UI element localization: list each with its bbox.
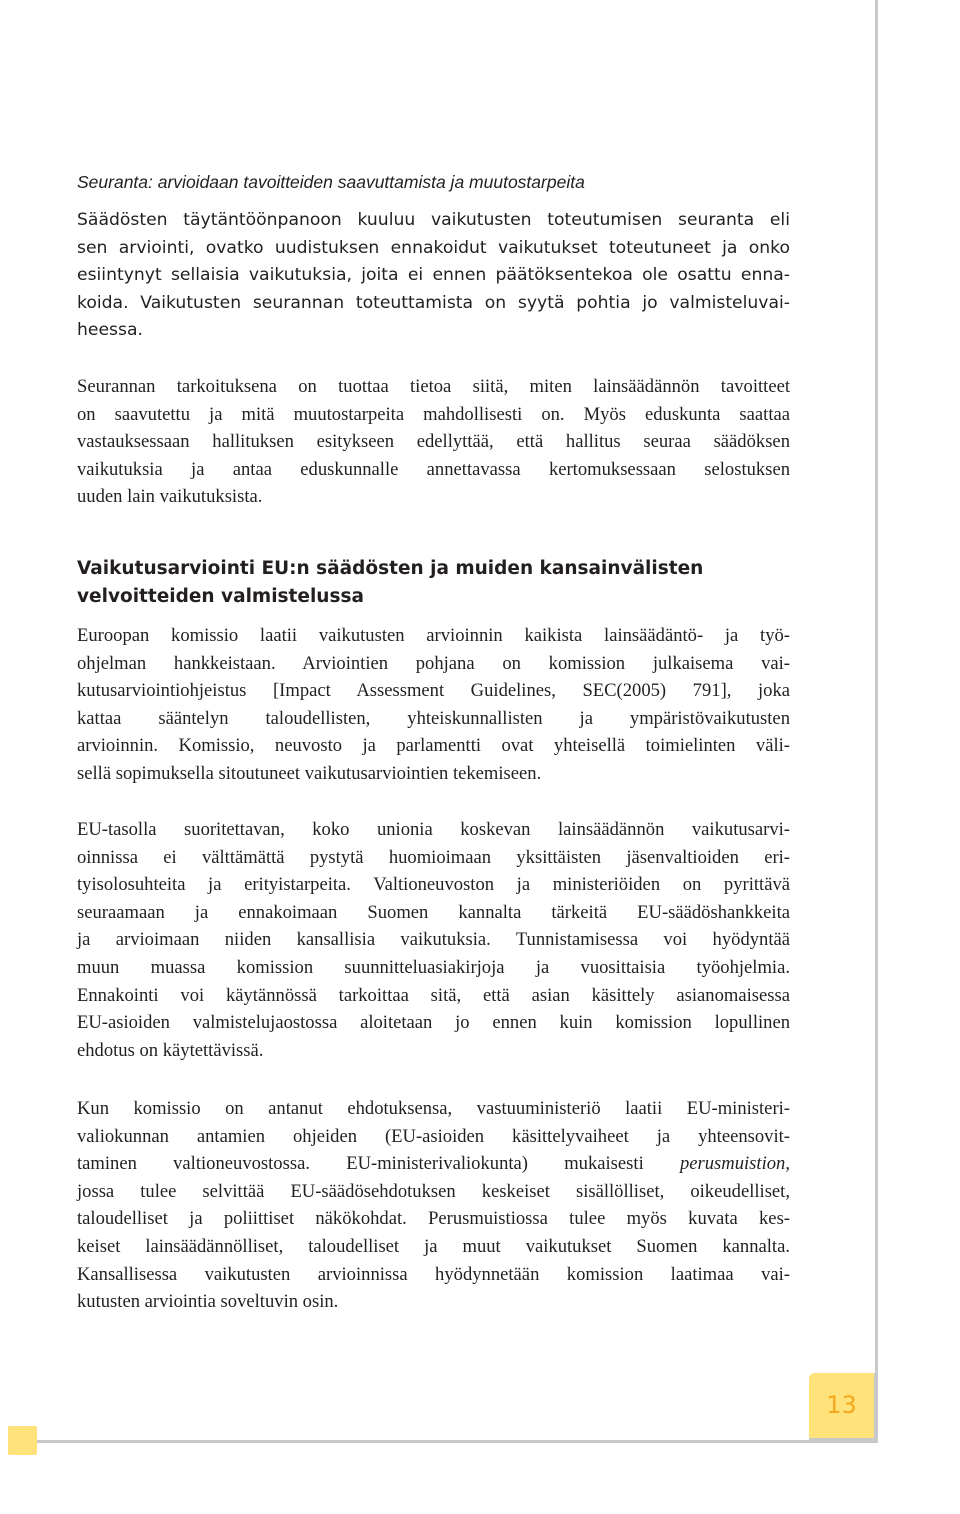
section-heading [77,555,790,611]
text-line: esiintynyt sellaisia vaikutuksia, joita ei ennen päätöksentekoa ole osattu enna- [77,265,790,286]
paragraph-eu-level [77,816,790,1064]
text-line: taloudelliset ja poliittiset näkökohdat. Perusmuistiossa tulee myös kuvata kes- [77,1208,790,1230]
paragraph-monitoring [77,207,790,345]
text-line: ohjelman hankkeistaan. Arviointien pohjana on komission julkaisema vai- [77,652,790,674]
paragraph-commission [77,622,790,788]
paragraph-monitoring-purpose [77,373,790,511]
text-line: Säädösten täytäntöönpanoon kuuluu vaikutusten toteutumisen seuranta eli [77,210,790,230]
text-line: vastauksessaan hallituksen esitykseen edellyttää, että hallitus seuraa säädöksen [77,431,790,453]
text-segment: , [785,1153,790,1175]
page-number-box [809,1373,877,1441]
paragraph-basic-memo [77,1095,790,1316]
text-line: arvioinnin. Komissio, neuvosto ja parlamentti ovat yhteisellä toimielinten väli- [77,735,790,757]
text-line: seuraamaan ja ennakoimaan Suomen kannalta tärkeitä EU-säädöshankkeita [77,901,790,923]
margin-rule-vertical [875,0,878,1440]
text-line [77,1150,790,1178]
text-line: vaikutuksia ja antaa eduskunnalle annettavassa kertomuksessaan selostuksen [77,458,790,480]
margin-rule-horizontal [36,1440,878,1443]
page-number: 13 [826,1391,857,1419]
text-segment: taminen valtioneuvostossa. EU-ministerivaliokunta) mukaisesti [77,1153,680,1175]
text-line: muun muassa komission suunnitteluasiakirjoja ja vuosittaisia työohjelmia. [77,956,790,978]
text-line: on saavutettu ja mitä muutostarpeita mahdollisesti on. Myös eduskunta saattaa [77,403,790,425]
text-line: EU-asioiden valmistelujaostossa aloitetaan jo ennen kuin komission lopullinen [77,1012,790,1034]
text-line: kattaa sääntelyn taloudellisten, yhteiskunnallisten ja ympäristövaikutusten [77,707,790,729]
text-line: ehdotus on käytettävissä. [77,1039,264,1061]
text-line: Euroopan komissio laatii vaikutusten arvioinnin kaikista lainsäädäntö- ja työ- [77,625,790,646]
text-line: keiset lainsäädännölliset, taloudelliset ja muut vaikutukset Suomen kannalta. [77,1235,790,1257]
text-line: Kansallisessa vaikutusten arvioinnissa hyödynnetään komission laatimaa vai- [77,1263,790,1285]
text-line: jossa tulee selvittää EU-säädösehdotuksen keskeiset sisällölliset, oikeudelliset, [77,1180,790,1202]
text-line: kutusarviointiohjeistus [Impact Assessment Guidelines, SEC(2005) 791], joka [77,680,790,702]
text-line: sen arviointi, ovatko uudistuksen ennakoidut vaikutukset toteutuneet ja onko [77,237,790,258]
text-line: tyisolosuhteita ja erityistarpeita. Valtioneuvoston ja ministeriöiden on pyrittävä [77,874,790,896]
text-line: Ennakointi voi käytännössä tarkoittaa sitä, että asian käsittely asianomaisessa [77,984,790,1006]
text-line: valiokunnan antamien ohjeiden (EU-asioiden käsittelyvaiheet ja yhteensovit- [77,1125,790,1147]
text-line: heessa. [77,320,143,341]
text-line: kutusten arviointia soveltuvin osin. [77,1291,339,1313]
emphasis-term: perusmuistion [679,1153,786,1175]
heading-line: velvoitteiden valmistelussa [77,586,364,607]
corner-marker [8,1426,37,1455]
text-line: oinnissa ei välttämättä pystytä huomioimaan yksittäisten jäsenvaltioiden eri- [77,846,790,868]
text-line: uuden lain vaikutuksista. [77,486,263,508]
text-line: sellä sopimuksella sitoutuneet vaikutusarviointien tekemiseen. [77,762,542,784]
text-line: EU-tasolla suoritettavan, koko unionia koskevan lainsäädännön vaikutusarvi- [77,819,790,840]
text-line: Seurannan tarkoituksena on tuottaa tietoa siitä, miten lainsäädännön tavoitteet [77,376,790,397]
text-line: koida. Vaikutusten seurannan toteuttamista on syytä pohtia jo valmisteluvai- [77,292,790,313]
section-subheading: Seuranta: arvioidaan tavoitteiden saavuttamista ja muutostarpeita [77,172,585,192]
text-line: Kun komissio on antanut ehdotuksensa, vastuuministeriö laatii EU-ministeri- [77,1098,790,1119]
text-line: ja arvioimaan niiden kansallisia vaikutuksia. Tunnistamisessa voi hyödyntää [77,929,790,951]
heading-line: Vaikutusarviointi EU:n säädösten ja muiden kansainvälisten [77,558,704,579]
